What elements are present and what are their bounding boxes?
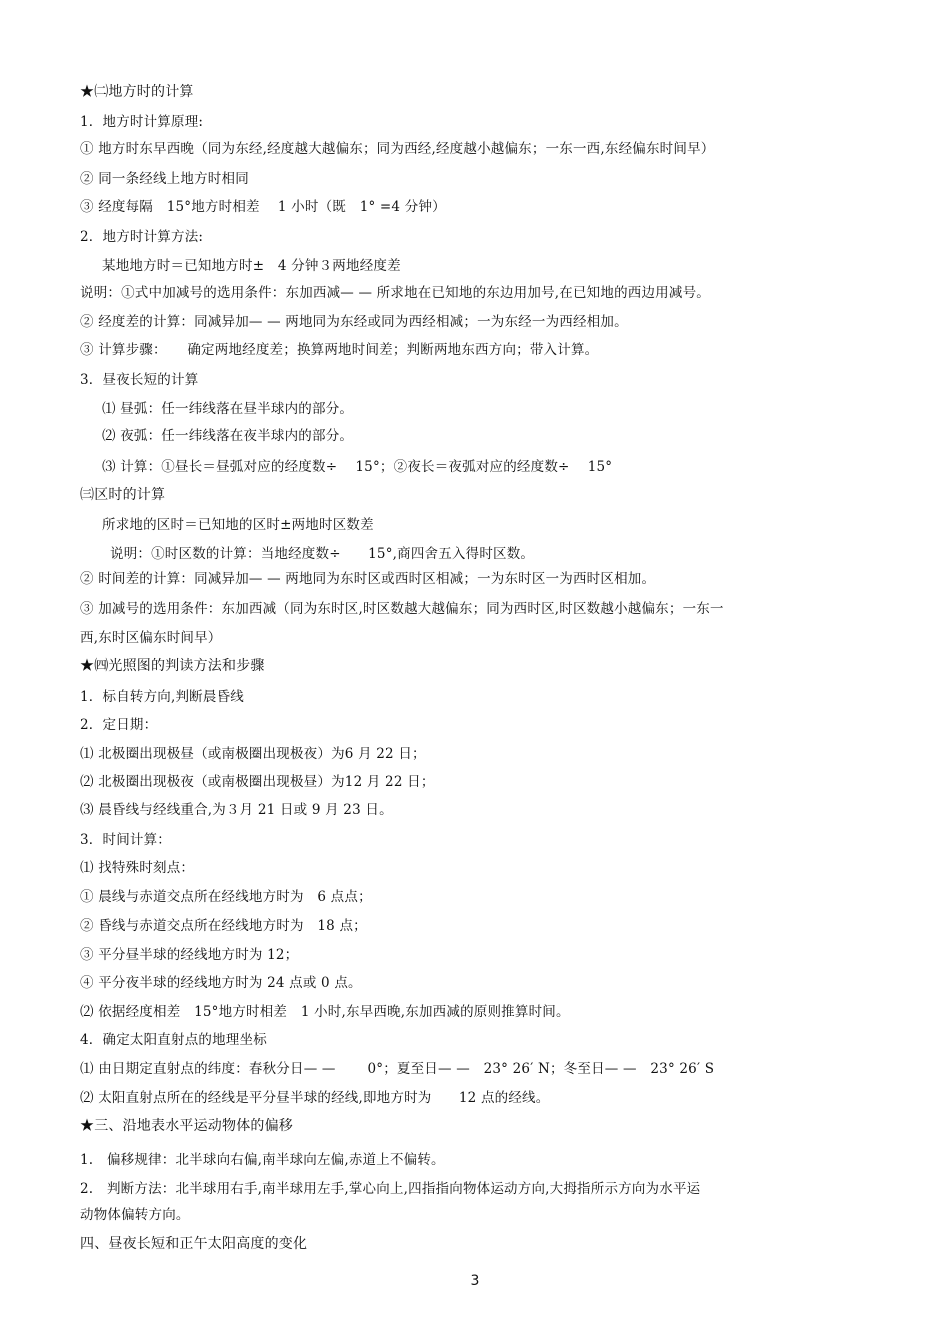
text-line: ⑵ 依据经度相差 15°地方时相差 1 小时,东早西晚,东加西减的原则推算时间。 [80,1004,570,1020]
subheading-principle: 1．地方时计算原理: [80,114,204,130]
text-line: 1. 偏移规律：北半球向右偏,南半球向左偏,赤道上不偏转。 [80,1152,445,1168]
text-line: 说明：①式中加减号的选用条件：东加西减— — 所求地在已知地的东边用加号,在已知地的西边用减号。 [80,285,710,301]
text-line: ⑶ 晨昏线与经线重合,为３月 21 日或 9 月 23 日。 [80,802,393,818]
section-heading-day-length: 四、昼夜长短和正午太阳高度的变化 [80,1236,308,1252]
text-line: ② 时间差的计算：同减异加— — 两地同为东时区或西时区相减；一为东时区一为西时区相加。 [80,571,656,587]
subheading-day-night: 3．昼夜长短的计算 [80,372,199,388]
text-line: ④ 平分夜半球的经线地方时为 24 点或 0 点。 [80,975,362,991]
text-line: 2. 判断方法：北半球用右手,南半球用左手,掌心向上,四指指向物体运动方向,大拇指所示方向为水平运 [80,1181,701,1197]
text-line: ① 晨线与赤道交点所在经线地方时为 6 点点； [80,889,372,905]
text-line: ② 经度差的计算：同减异加— — 两地同为东经或同为西经相减；一为东经一为西经相加。 [80,314,628,330]
text-line: ③ 计算步骤： 确定两地经度差；换算两地时间差；判断两地东西方向；带入计算。 [80,342,599,358]
text-line: 西,东时区偏东时间早） [80,630,222,646]
text-line: ③ 经度每隔 15°地方时相差 1 小时（既 1° =4 分钟） [80,199,446,215]
text-line: ⑶ 计算：①昼长＝昼弧对应的经度数÷ 15°；②夜长＝夜弧对应的经度数÷ 15° [102,459,613,475]
text-line: ⑴ 北极圈出现极昼（或南极圈出现极夜）为6 月 22 日； [80,746,426,762]
text-line: ⑵ 夜弧：任一纬线落在夜半球内的部分。 [102,428,354,444]
page-number: 3 [470,1273,480,1289]
section-heading-zone-time: ㈢区时的计算 [80,487,166,503]
text-line: 动物体偏转方向。 [80,1207,190,1223]
text-line: ⑴ 找特殊时刻点： [80,860,195,876]
text-line: ① 地方时东早西晚（同为东经,经度越大越偏东；同为西经,经度越小越偏东；一东一西,东经偏东时间早） [80,141,715,157]
text-line: 说明：①时区数的计算：当地经度数÷ 15°,商四舍五入得时区数。 [110,546,535,562]
section-heading-illumination: ★㈣光照图的判读方法和步骤 [80,658,265,674]
text-line: 3．时间计算： [80,832,171,848]
section-heading-local-time: ★㈡地方时的计算 [80,84,194,100]
formula-line: 所求地的区时＝已知地的区时±两地时区数差 [102,517,374,533]
text-line: ⑴ 由日期定直射点的纬度：春秋分日— — 0°；夏至日— — 23° 26′ N；冬至日— — 23° 26′ S [80,1061,715,1077]
text-line: ② 同一条经线上地方时相同 [80,171,249,187]
text-line: 2．定日期： [80,717,158,733]
text-line: 1．标自转方向,判断晨昏线 [80,689,244,705]
section-heading-deflection: ★三、沿地表水平运动物体的偏移 [80,1118,293,1134]
text-line: ③ 平分昼半球的经线地方时为 12； [80,947,299,963]
text-line: ③ 加减号的选用条件：东加西减（同为东时区,时区数越大越偏东；同为西时区,时区数越小越偏东；一东一 [80,601,724,617]
formula-line: 某地地方时＝已知地方时± 4 分钟３两地经度差 [102,258,401,274]
text-line: ⑴ 昼弧：任一纬线落在昼半球内的部分。 [102,401,354,417]
text-line: ② 昏线与赤道交点所在经线地方时为 18 点； [80,918,367,934]
text-line: ⑵ 太阳直射点所在的经线是平分昼半球的经线,即地方时为 12 点的经线。 [80,1090,550,1106]
text-line: ⑵ 北极圈出现极夜（或南极圈出现极昼）为12 月 22 日； [80,774,435,790]
text-line: 4．确定太阳直射点的地理坐标 [80,1032,267,1048]
subheading-method: 2．地方时计算方法: [80,229,204,245]
